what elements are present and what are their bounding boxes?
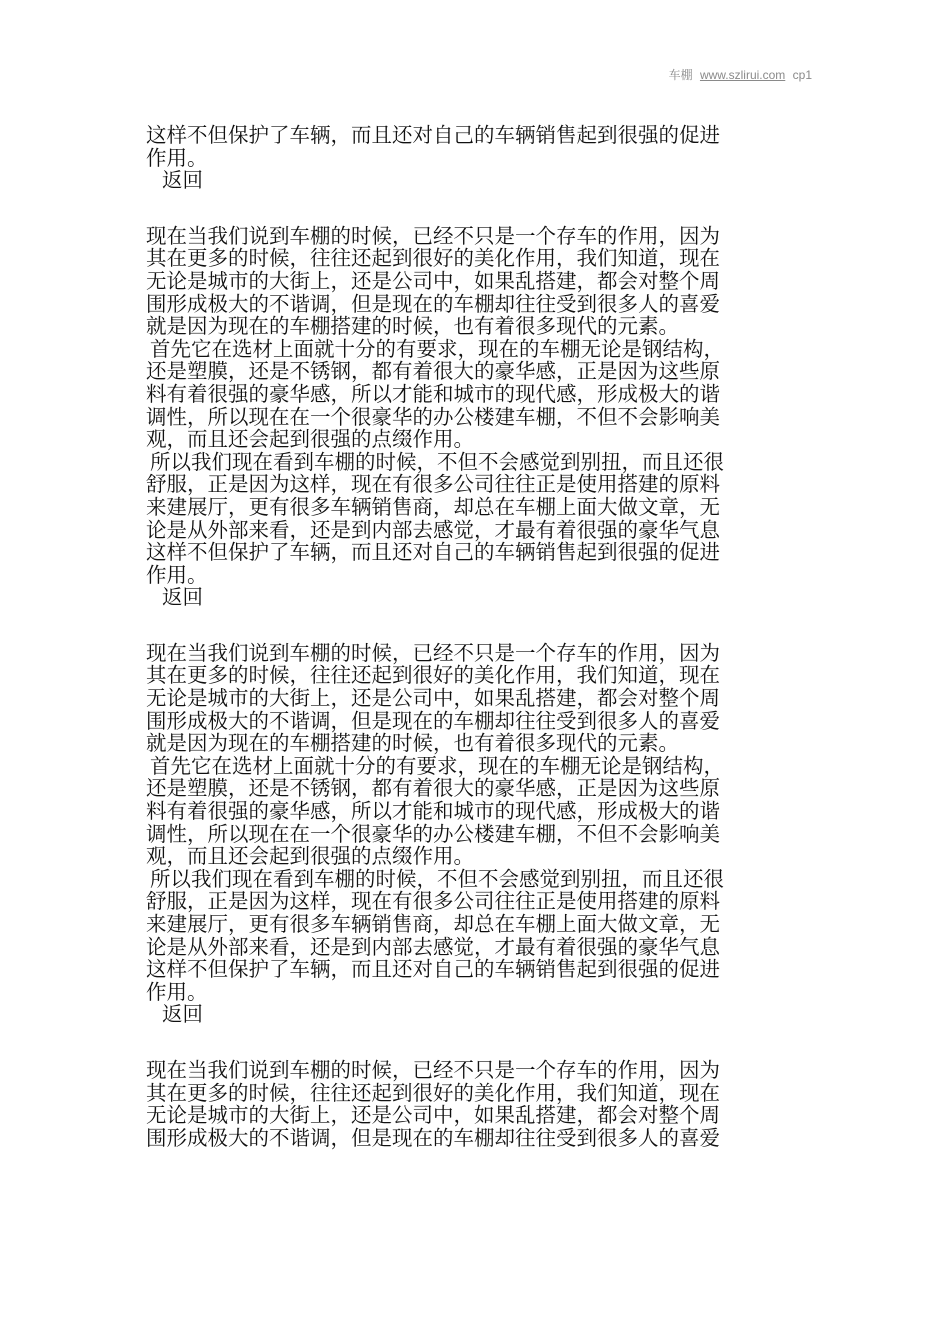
paragraph-line: 料有着很强的豪华感，所以才能和城市的现代感，形成极大的谐 xyxy=(146,799,720,824)
paragraph-line: 现在当我们说到车棚的时候，已经不只是一个存车的作用，因为 xyxy=(146,1057,720,1082)
paragraph-line: 观，而且还会起到很强的点缀作用。 xyxy=(146,427,474,452)
paragraph-line: 作用。 xyxy=(146,979,208,1004)
paragraph-line: 围形成极大的不谐调，但是现在的车棚却往往受到很多人的喜爱 xyxy=(146,291,720,316)
paragraph-line: 论是从外部来看，还是到内部去感觉，才最有着很强的豪华气息 xyxy=(146,517,720,542)
paragraph-line: 舒服，正是因为这样，现在有很多公司往往正是使用搭建的原料 xyxy=(146,472,720,497)
paragraph-line: 无论是城市的大街上，还是公司中，如果乱搭建，都会对整个周 xyxy=(146,268,720,293)
back-link[interactable]: 返回 xyxy=(162,585,203,610)
paragraph-line: 现在当我们说到车棚的时候，已经不只是一个存车的作用，因为 xyxy=(146,640,720,665)
paragraph-line: 还是塑膜，还是不锈钢，都有着很大的豪华感，正是因为这些原 xyxy=(146,776,720,801)
paragraph-line: 所以我们现在看到车棚的时候，不但不会感觉到别扭，而且还很 xyxy=(150,866,724,891)
section-gap xyxy=(146,1026,810,1059)
back-link[interactable]: 返回 xyxy=(162,168,203,193)
header-site-name: 车棚 xyxy=(668,68,693,82)
paragraph-line: 围形成极大的不谐调，但是现在的车棚却往往受到很多人的喜爱 xyxy=(146,1125,720,1150)
paragraph-line: 论是从外部来看，还是到内部去感觉，才最有着很强的豪华气息 xyxy=(146,934,720,959)
paragraph-line: 其在更多的时候，往往还起到很好的美化作用，我们知道，现在 xyxy=(146,663,720,688)
paragraph-line: 其在更多的时候，往往还起到很好的美化作用，我们知道，现在 xyxy=(146,246,720,271)
paragraph-line: 来建展厅，更有很多车辆销售商，却总在车棚上面大做文章，无 xyxy=(146,494,720,519)
section-gap xyxy=(146,609,810,642)
page-header xyxy=(669,66,812,83)
paragraph-line: 舒服，正是因为这样，现在有很多公司往往正是使用搭建的原料 xyxy=(146,889,720,914)
paragraph-line: 调性，所以现在在一个很豪华的办公楼建车棚，不但不会影响美 xyxy=(146,404,720,429)
paragraph-line: 其在更多的时候，往往还起到很好的美化作用，我们知道，现在 xyxy=(146,1080,720,1105)
article-body xyxy=(146,124,810,1149)
paragraph-line: 观，而且还会起到很强的点缀作用。 xyxy=(146,844,474,869)
paragraph-line: 无论是城市的大街上，还是公司中，如果乱搭建，都会对整个周 xyxy=(146,1103,720,1128)
paragraph-line: 首先它在选材上面就十分的有要求，现在的车棚无论是钢结构， xyxy=(150,336,724,361)
paragraph-line: 无论是城市的大街上，还是公司中，如果乱搭建，都会对整个周 xyxy=(146,686,720,711)
paragraph-line: 作用。 xyxy=(146,562,208,587)
paragraph-line: 料有着很强的豪华感，所以才能和城市的现代感，形成极大的谐 xyxy=(146,381,720,406)
back-link[interactable]: 返回 xyxy=(162,1002,203,1027)
paragraph-line: 现在当我们说到车棚的时候，已经不只是一个存车的作用，因为 xyxy=(146,223,720,248)
paragraph-line: 就是因为现在的车棚搭建的时候，也有着很多现代的元素。 xyxy=(146,731,679,756)
header-site-link[interactable]: www.szlirui.com xyxy=(699,68,786,82)
paragraph-line: 这样不但保护了车辆，而且还对自己的车辆销售起到很强的促进 xyxy=(146,957,720,982)
section-gap xyxy=(146,192,810,225)
header-page-code: cp1 xyxy=(792,68,812,82)
paragraph-line: 还是塑膜，还是不锈钢，都有着很大的豪华感，正是因为这些原 xyxy=(146,359,720,384)
paragraph-line: 这样不但保护了车辆，而且还对自己的车辆销售起到很强的促进 xyxy=(146,540,720,565)
paragraph-line: 这样不但保护了车辆，而且还对自己的车辆销售起到很强的促进 xyxy=(146,123,720,147)
paragraph-line: 就是因为现在的车棚搭建的时候，也有着很多现代的元素。 xyxy=(146,314,679,339)
paragraph-line: 首先它在选材上面就十分的有要求，现在的车棚无论是钢结构， xyxy=(150,753,724,778)
paragraph-line: 围形成极大的不谐调，但是现在的车棚却往往受到很多人的喜爱 xyxy=(146,708,720,733)
paragraph-line: 作用。 xyxy=(146,145,208,170)
paragraph-line: 来建展厅，更有很多车辆销售商，却总在车棚上面大做文章，无 xyxy=(146,912,720,936)
paragraph-line: 调性，所以现在在一个很豪华的办公楼建车棚，不但不会影响美 xyxy=(146,821,720,846)
paragraph-line: 所以我们现在看到车棚的时候，不但不会感觉到别扭，而且还很 xyxy=(150,449,724,474)
